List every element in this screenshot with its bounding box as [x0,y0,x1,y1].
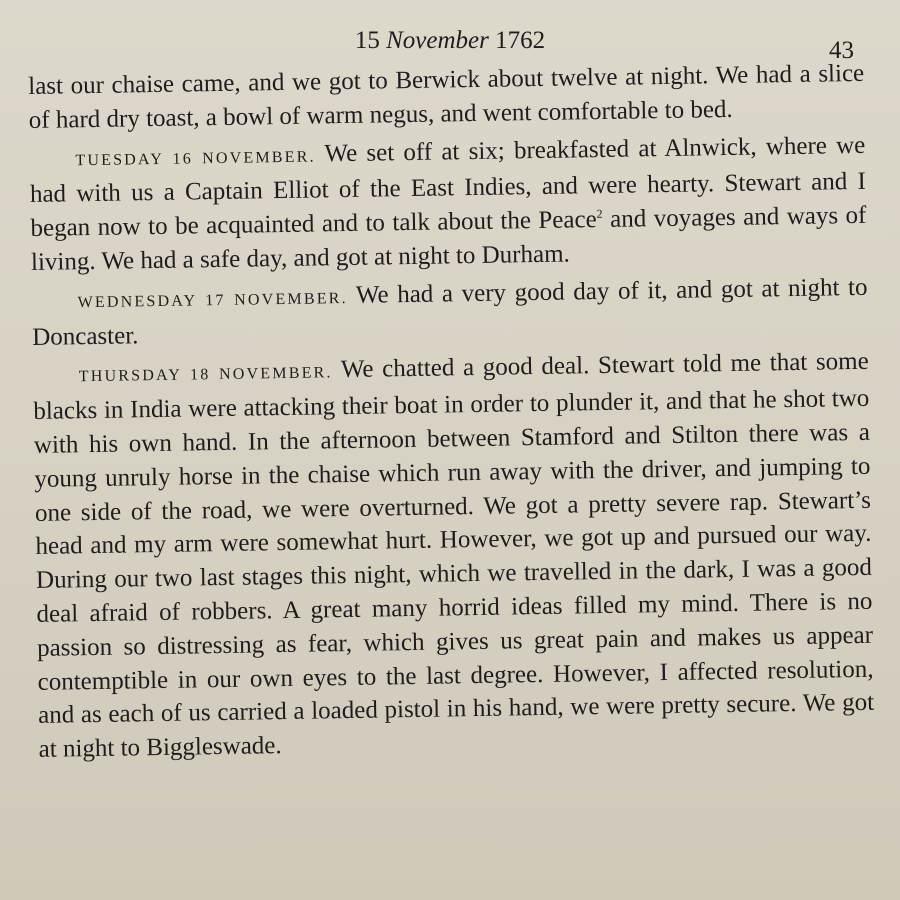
body-text [28,57,875,767]
entry-text: We had a very good day of it, and got at night to Doncaster. [31,273,868,351]
entry-text: We set off at six; breakfasted at Alnwick, where we had with us a Captain Elliot of the East Indies, and were hearty. Stewart and I began now to be acquainted and to talk about the Peace [29,131,867,243]
running-head-month: November [386,27,489,54]
running-head-day: 15 [354,27,380,54]
running-head-year: 1762 [495,27,546,54]
running-head [0,26,900,56]
entry-date: WEDNESDAY 17 NOVEMBER. [77,289,348,312]
entry-date: THURSDAY 18 NOVEMBER. [78,364,333,386]
journal-entry-tuesday [29,128,867,279]
page-number: 43 [829,37,854,64]
entry-text-continued: and voyages and ways of living. We had a safe day, and got at night to Durham. [30,202,867,276]
footnote-mark: 2 [596,206,603,221]
entry-text: We chatted a good deal. Stewart told me that some blacks in India were attacking their boat in order to plunder it, and that he shot two with his own hand. In the afternoon between Stamford and Stilton there was a young unruly horse in the chaise which run away with the driver, and jumping to one side of the road, we were overturned. We got a pretty severe rap. Stewart’s head and my arm were somewhat hurt. However, we got up and pursued our way. During our two last stages this night, which we travelled in the dark, I was a good deal afraid of robbers. A great many horrid ideas filled my mind. There is no passion so distressing as fear, which gives us great pain and makes us appear contemptible in our own eyes to the last degree. However, I affected resolution, and as each of us carried a loaded pistol in his hand, we were pretty secure. We got at night to Biggleswade. [33,348,875,764]
journal-entry-wednesday [31,271,868,355]
journal-entry-thursday [33,345,875,767]
continuation-paragraph: last our chaise came, and we got to Berwick about twelve at night. We had a slice of hard dry toast, a bowl of warm negus, and went comfortable to bed. [28,59,865,134]
entry-date: TUESDAY 16 NOVEMBER. [75,148,316,169]
